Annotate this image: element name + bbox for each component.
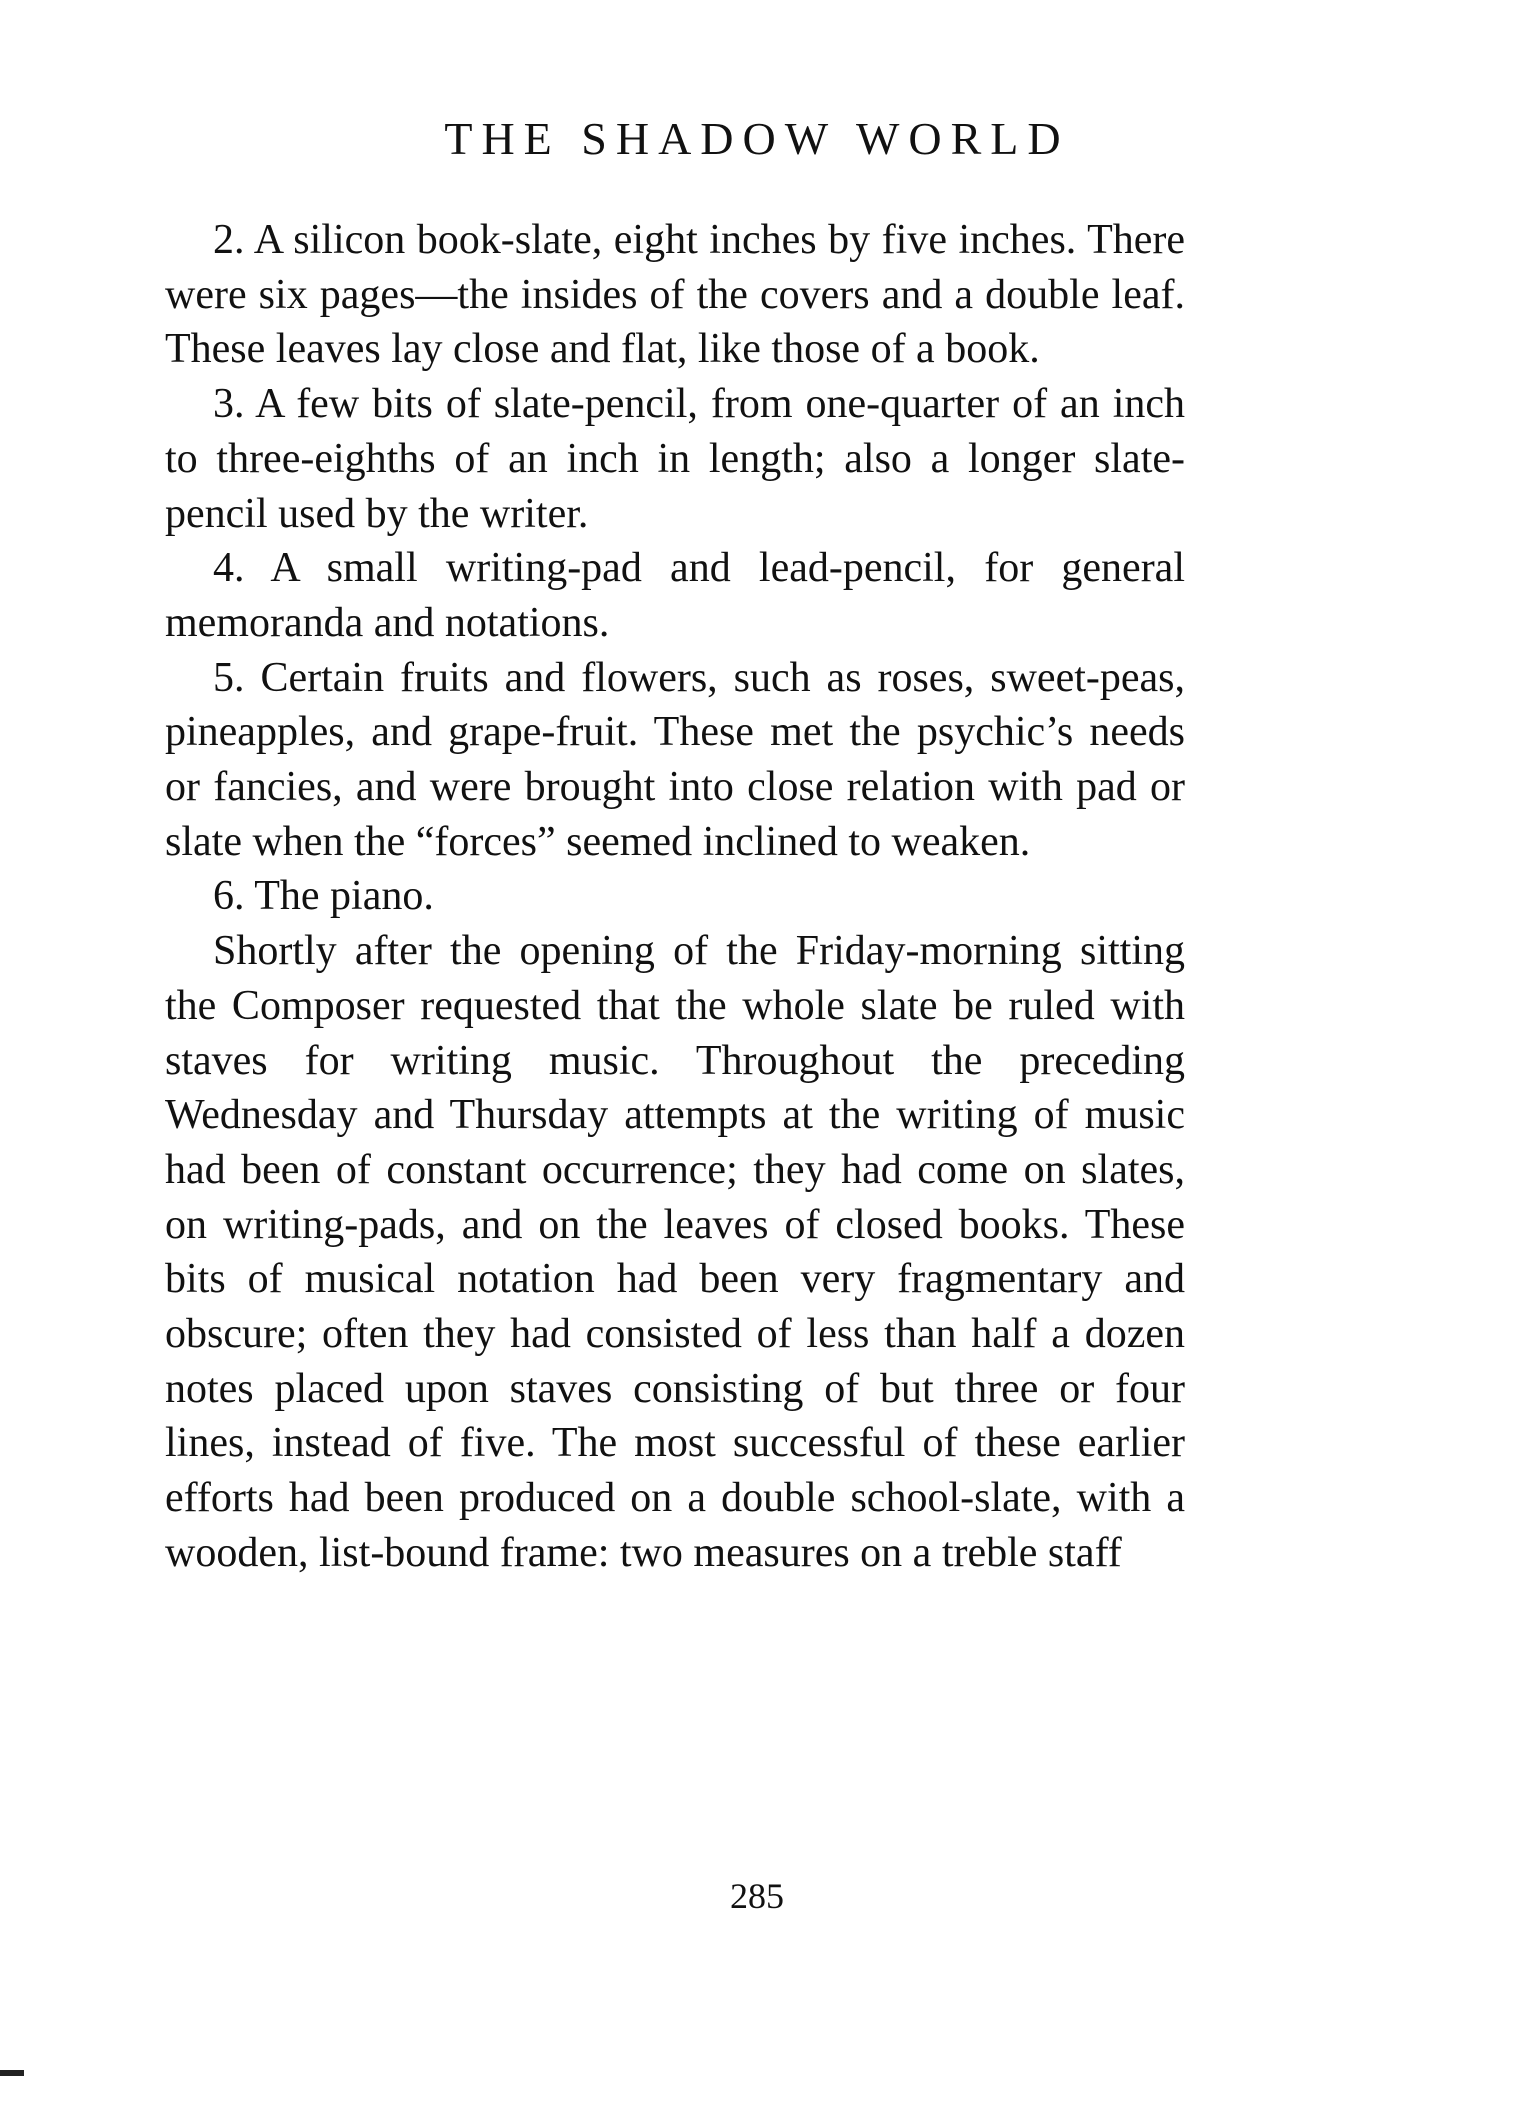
body-text [165, 213, 1185, 1581]
page-number: 285 [730, 1876, 784, 1916]
paragraph-item-6: 6. The piano. [213, 873, 434, 920]
scan-artifact [0, 2070, 24, 2076]
paragraph-item-4: 4. A small writing-pad and lead-pencil, for general memoranda and notations. [165, 545, 1185, 646]
running-title: THE SHADOW WORLD [444, 113, 1070, 164]
paragraph-item-3: 3. A few bits of slate-pencil, from one-quarter of an inch to three-eighths of an inch in length; also a longer slate-pencil used by the writer. [165, 381, 1185, 537]
paragraph-item-5: 5. Certain fruits and flowers, such as roses, sweet-peas, pineapples, and grape-fruit. These met the psychic’s needs or fancies, and were brought into close relation with pad or slate when the “forces” seemed inclined to weaken. [165, 654, 1185, 865]
paragraph-item-2: 2. A silicon book-slate, eight inches by five inches. There were six pages—the insides of the covers and a double leaf. These leaves lay close and flat, like those of a book. [165, 217, 1185, 373]
paragraph-narrative: Shortly after the opening of the Friday-morning sitting the Composer requested that the whole slate be ruled with staves for writing music. Throughout the preceding Wednesday and Thursday attempts at the writing of music had been of constant occurrence; they had come on slates, on writing-pads, and on the leaves of closed books. These bits of musical notation had been very fragmentary and obscure; often they had consisted of less than half a dozen notes placed upon staves consisting of but three or four lines, instead of five. The most successful of these earlier efforts had been produced on a double school-slate, with a wooden, list-bound frame: two measures on a treble staff [165, 928, 1185, 1576]
